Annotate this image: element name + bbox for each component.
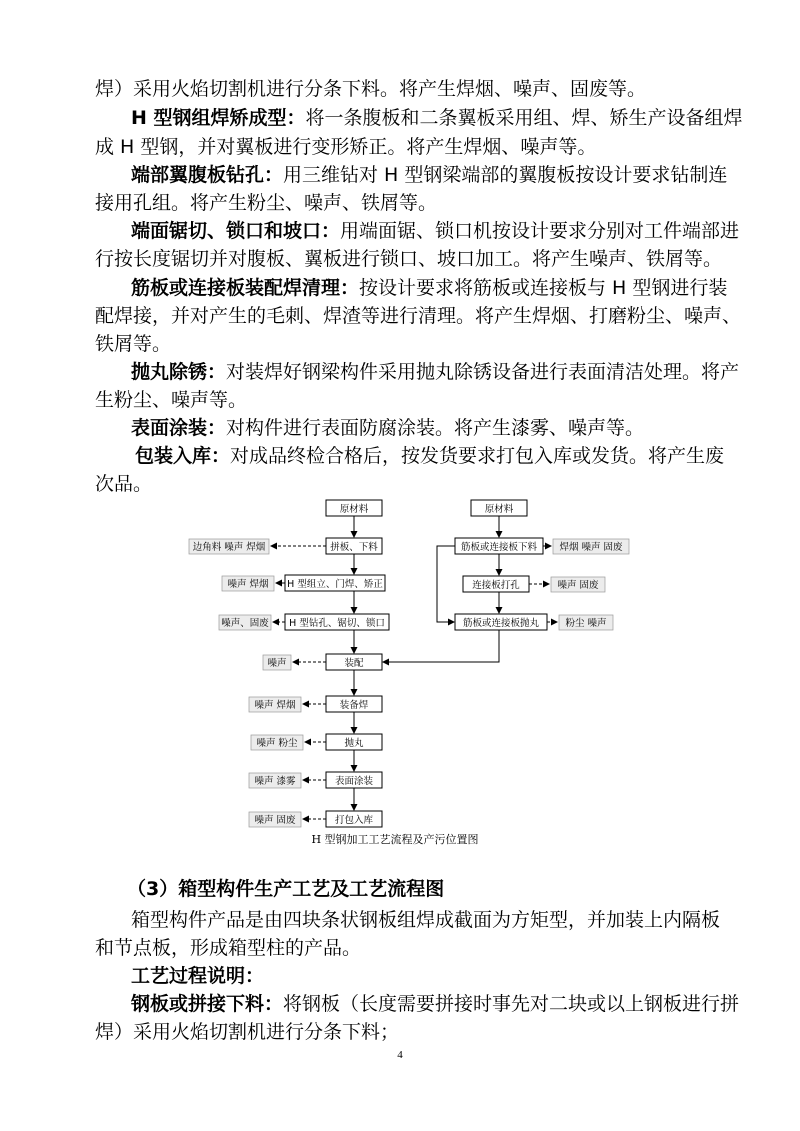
left-chain-node-coating [326, 772, 382, 788]
pollutant-label: 焊烟 噪声 固废 [559, 542, 623, 553]
paragraph-text: 按设计要求将筋板或连接板与 H 型钢进行装 [359, 277, 728, 299]
paragraph-text: 将钢板（长度需要拼接时事先对二块或以上钢板进行拼 [283, 993, 740, 1015]
node-label: H 型组立、门焊、矫正 [287, 579, 383, 590]
node-label: 原材料 [484, 504, 514, 515]
node-label: 筋板或连接板抛丸 [462, 618, 540, 629]
paragraph-line: 生粉尘、噪声等。 [95, 389, 248, 411]
paragraph-line: 行按长度锯切并对腹板、翼板进行锁口、坡口加工。将产生噪声、铁屑等。 [95, 248, 723, 270]
paragraph-heading: 抛丸除锈： [131, 361, 227, 383]
pollutant-label: 边角料 噪声 焊烟 [192, 542, 266, 553]
left-chain-node-assembly [326, 654, 382, 670]
paragraph-line: 接用孔组。将产生粉尘、噪声、铁屑等。 [95, 192, 438, 214]
process-title: 工艺过程说明： [131, 965, 265, 987]
pollutant-label: 噪声 焊烟 [227, 579, 269, 590]
pollutant-label: 噪声 固废 [254, 815, 296, 826]
node-label: 连接板打孔 [472, 580, 520, 591]
pollutant-label: 噪声 漆雾 [254, 776, 296, 787]
left-pollutant-5 [249, 697, 326, 712]
paragraph-line: 箱型构件产品是由四块条状钢板组焊成截面为方矩型，并加装上内隔板 [131, 909, 721, 931]
pollutant-label: 噪声 [267, 658, 287, 669]
left-chain-node-shot-blast [326, 734, 382, 750]
paragraph-line: 配焊接，并对产生的毛刺、焊渣等进行清理。将产生焊烟、打磨粉尘、噪声、 [95, 305, 742, 327]
pollutant-label: 噪声 粉尘 [256, 738, 298, 749]
pollutant-label: 噪声 焊烟 [254, 700, 296, 711]
right-pollutant-1 [543, 539, 629, 554]
diagram-caption: H 型钢加工工艺流程及产污位置图 [311, 833, 479, 846]
paragraph-heading: 表面涂装： [131, 417, 227, 439]
paragraph-text: 将一条腹板和二条翼板采用组、焊、矫生产设备组焊 [305, 107, 743, 129]
page-number: 4 [397, 1049, 403, 1061]
left-chain-node-packing [326, 811, 382, 827]
right-chain-node-plate-drilling [463, 576, 529, 592]
left-chain-node-welding [326, 696, 382, 712]
left-pollutant-3 [219, 615, 285, 630]
right-chain-node-raw-material [471, 500, 527, 516]
node-label: H 型钻孔、锯切、锁口 [289, 618, 385, 629]
left-pollutant-8 [249, 812, 326, 827]
right-pollutant-2 [529, 577, 605, 592]
paragraph-heading: H 型钢组焊矫成型： [131, 107, 306, 129]
left-chain-node-h-assembly [285, 575, 385, 591]
pollutant-label: 粉尘 噪声 [565, 618, 607, 629]
right-chain-node-rib-blasting [455, 614, 547, 630]
left-pollutant-4 [263, 655, 326, 670]
paragraph-line: 和节点板，形成箱型柱的产品。 [95, 937, 362, 959]
node-label: 筋板或连接板下料 [460, 542, 538, 553]
paragraph-line: 次品。 [95, 473, 153, 495]
node-label: 装备焊 [339, 700, 369, 711]
left-chain-node-raw-material [326, 500, 382, 516]
left-pollutant-1 [189, 539, 326, 554]
paragraph-text: 用三维钻对 H 型钢梁端部的翼腹板按设计要求钻制连 [283, 164, 728, 186]
node-label: 表面涂装 [334, 776, 374, 787]
left-pollutant-2 [222, 576, 285, 591]
paragraph-heading: 筋板或连接板装配焊清理： [131, 277, 360, 299]
paragraph-line: 铁屑等。 [95, 333, 172, 355]
paragraph-text: 对成品终检合格后，按发货要求打包入库或发货。将产生废 [230, 445, 725, 467]
right-pollutant-3 [547, 615, 613, 630]
paragraph-text: 用端面锯、锁口机按设计要求分别对工件端部进 [340, 220, 740, 242]
paragraph-line: 焊）采用火焰切割机进行分条下料； [95, 1021, 400, 1043]
paragraph-heading: 端部翼腹板钻孔： [131, 164, 284, 186]
node-label: 抛丸 [344, 738, 364, 749]
left-pollutant-6 [251, 735, 326, 750]
paragraph-text: 对构件进行表面防腐涂装。将产生漆雾、噪声等。 [226, 417, 645, 439]
paragraph-heading: 包装入库： [135, 445, 231, 467]
node-label: 拼板、下料 [330, 542, 378, 553]
pollutant-label: 噪声、固废 [221, 618, 269, 629]
paragraph-plate-cutting [131, 991, 740, 1018]
paragraph-text: 对装焊好钢梁构件采用抛丸除锈设备进行表面清洁处理。将产 [226, 361, 740, 383]
node-label: 原材料 [339, 504, 369, 515]
left-chain-node-splicing-cutting [326, 538, 382, 554]
pollutant-label: 噪声 固废 [557, 580, 599, 591]
paragraph-heading: 钢板或拼接下料： [131, 993, 284, 1015]
paragraph-heading: 端面锯切、锁口和坡口： [131, 220, 341, 242]
paragraph-line: 焊）采用火焰切割机进行分条下料。将产生焊烟、噪声、固废等。 [95, 78, 647, 100]
left-pollutant-7 [249, 773, 326, 788]
node-label: 打包入库 [334, 815, 374, 826]
node-label: 装配 [344, 658, 364, 669]
right-chain-node-rib-cutting [455, 538, 543, 554]
paragraph-line: 成 H 型钢，并对翼板进行变形矫正。将产生焊烟、噪声等。 [95, 136, 597, 158]
section-title: （3）箱型构件生产工艺及工艺流程图 [127, 878, 445, 900]
left-chain-node-h-drilling [285, 614, 389, 630]
